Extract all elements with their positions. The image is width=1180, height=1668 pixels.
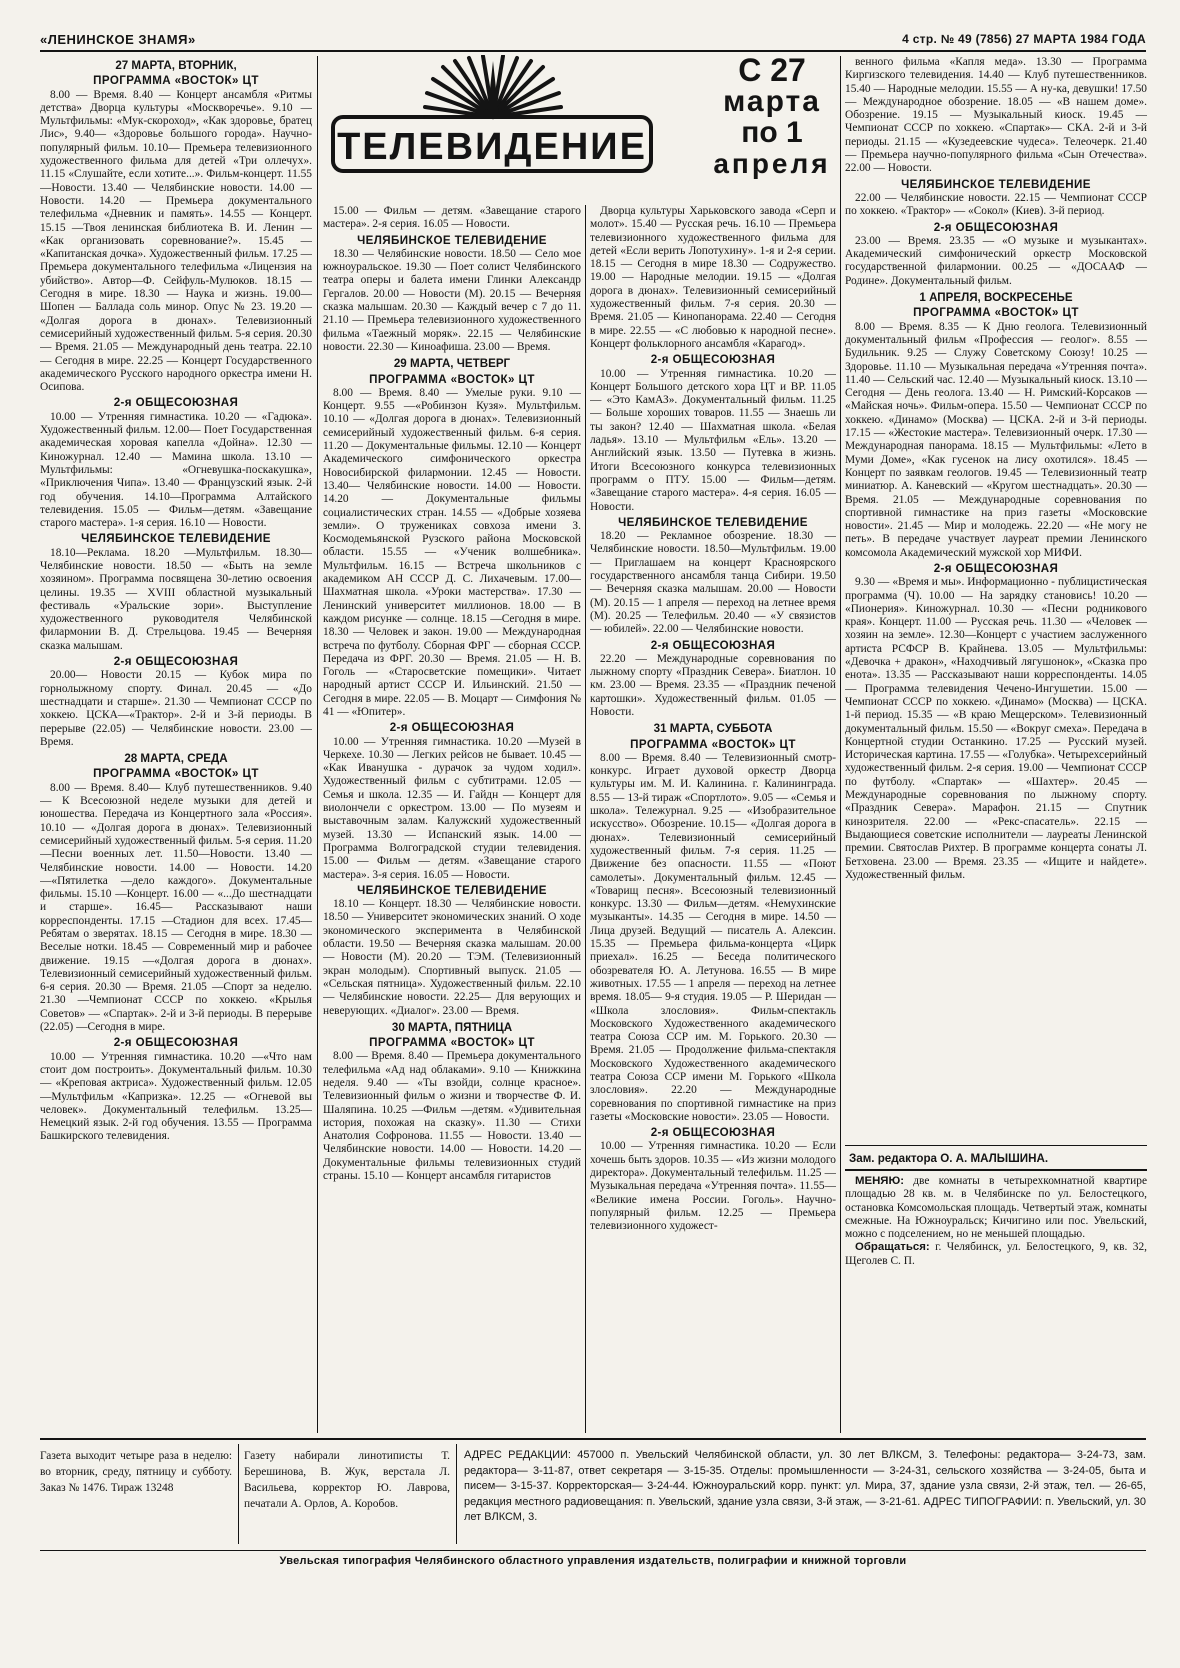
- masthead: [40, 30, 1146, 52]
- tv-tower-emblem-icon: [323, 55, 663, 195]
- channel-heading: ПРОГРАММА «ВОСТОК» ЦТ: [630, 737, 796, 751]
- channel-heading: 2-я ОБЩЕСОЮЗНАЯ: [650, 353, 776, 367]
- program-listing: 22.20 — Международные соревнования по лыжному спорту «Праздник Севера». Биатлон. 10 км. 23.00 — Время. 23.35 — «Праздник печеной картошки». Художественный фильм. 01.05 — Новости.: [590, 652, 836, 718]
- footer-divider: [456, 1444, 457, 1544]
- channel-heading: ПРОГРАММА «ВОСТОК» ЦТ: [369, 1036, 535, 1050]
- program-listing: 23.00 — Время. 23.35 — «О музыке и музыкантах». Академический симфонический оркестр Московской государственной филармонии. 00.25 — «ДОСААФ — Родине». Документальный фильм.: [845, 234, 1147, 287]
- day-heading: 28 МАРТА, СРЕДА: [124, 752, 228, 766]
- channel-heading: 2-я ОБЩЕСОЮЗНАЯ: [650, 1126, 776, 1140]
- channel-heading: ЧЕЛЯБИНСКОЕ ТЕЛЕВИДЕНИЕ: [357, 233, 547, 247]
- schedule-column-4: [845, 56, 1147, 1138]
- classified-ad: [845, 1175, 1147, 1433]
- schedule-date-range: [701, 52, 843, 179]
- issue-info: 4 стр. № 49 (7856) 27 МАРТА 1984 ГОДА: [902, 32, 1146, 46]
- program-listing: 10.00 — Утренняя гимнастика. 10.20 —«Что нам стоит дом построить». Документальный фильм. 10.30— «Креповая актриса». Художественный фильм. 12.05—Мультфильм «Капризка». 12.25 — «Огневой вы человек». Документальный телефильм. 13.25— Немецкий язык. 2-й год обучения. 13.55 — Программа Башкирского телевидения.: [40, 1050, 312, 1143]
- footer-imprint: [40, 1438, 1146, 1551]
- channel-heading: ПРОГРАММА «ВОСТОК» ЦТ: [913, 306, 1079, 320]
- program-listing: 22.00 — Челябинские новости. 22.15 — Чемпионат СССР по хоккею. «Трактор» — «Сокол» (Киев). 3-й период.: [845, 191, 1147, 218]
- editorial-address: АДРЕС РЕДАКЦИИ: 457000 п. Увельский Челябинской области, ул. 30 лет ВЛКСМ, 3. Телефоны: редактора— 3-24-73, зам. редактора— 3-11-87, ответ секретаря — 3-15-35. Отделы: промышленности — 3-24-31, сельского хозяйства — 3-24-05, быта и писем— 3-15-37. Корректорская— 3-24-44. Южноуральский корр. пункт: ул. Мира, 37, здание узла связи, 2-й этаж, тел. — 26-65, редакция местного радиовещания: п. Увельский, здание узла связи, 3-й этаж, — 3-21-61. АДРЕС ТИПОГРАФИИ: п. Увельский, ул. 30 лет ВЛКСМ, 3.: [464, 1449, 1146, 1523]
- date-line-1: С 27: [738, 52, 806, 88]
- newspaper-name: «ЛЕНИНСКОЕ ЗНАМЯ»: [40, 32, 196, 47]
- channel-heading: ЧЕЛЯБИНСКОЕ ТЕЛЕВИДЕНИЕ: [357, 883, 547, 897]
- channel-heading: 2-я ОБЩЕСОЮЗНАЯ: [933, 220, 1059, 234]
- channel-heading: 2-я ОБЩЕСОЮЗНАЯ: [113, 1036, 239, 1050]
- channel-heading: ПРОГРАММА «ВОСТОК» ЦТ: [369, 372, 535, 386]
- program-listing: 18.10—Реклама. 18.20 —Мультфильм. 18.30— Челябинские новости. 18.50 — «Быть на земле хозяином». Программа посвящена 30-летию освоения целины. 19.35 — XVIII областной музыкальный фестиваль «Уральские зори». Выступление художественного руководителя Челябинской филармонии В. Д. Стрельцова. 19.45 — Вечерняя сказка малышам.: [40, 546, 312, 652]
- channel-heading: 2-я ОБЩЕСОЮЗНАЯ: [113, 655, 239, 669]
- day-heading: 31 МАРТА, СУББОТА: [653, 722, 773, 736]
- column-divider: [840, 56, 841, 1433]
- program-listing: венного фильма «Капля меда». 13.30 — Программа Киргизского телевидения. 14.40 — Клуб путешественников. 15.40 — Народные мелодии. 15.55 — А ну-ка, девушки! 17.50 — Международное обозрение. 18.05 — «В нашем доме». Обозрение. 19.15 — Музыкальный киоск. 19.45 — Чемпионат СССР по хоккею. «Спартак»— СКА. 2-й и 3-й периоды. 21.15 — «Кузедеевские чудеса». Телеочерк. 21.40 — Премьера научно-популярного фильма «Сын Отечества». 22.00 — Новости.: [845, 56, 1147, 175]
- channel-heading: ЧЕЛЯБИНСКОЕ ТЕЛЕВИДЕНИЕ: [901, 177, 1091, 191]
- day-heading: 1 АПРЕЛЯ, ВОСКРЕСЕНЬЕ: [919, 291, 1073, 305]
- program-listing: 8.00 — Время. 8.40 — Премьера документального телефильма «Ад над облаками». 9.10 — Книжкина неделя. 9.40 — «Ты взойди, солнце красное». Телевизионный фильм о жизни и творчестве Ф. И. Шаляпина. 10.25 —Фильм —детям. «Удивительная история, похожая на сказку». 11.30 — Стихи Анатолия Софронова. 11.55 — Новости. 13.40 — Челябинские новости. 14.00 — Новости. 14.20 — Документальные фильмы телевизионных студий страны. 15.10 — Концерт ансамбля гитаристов: [323, 1050, 581, 1183]
- day-heading: 27 МАРТА, ВТОРНИК,: [115, 59, 237, 72]
- date-line-4: апреля: [713, 148, 831, 179]
- date-line-3: по 1: [741, 116, 803, 149]
- channel-heading: 2-я ОБЩЕСОЮЗНАЯ: [389, 721, 515, 735]
- channel-heading: 2-я ОБЩЕСОЮЗНАЯ: [113, 396, 239, 410]
- program-listing: 8.00 — Время. 8.35 — К Дню геолога. Телевизионный документальный фильм «Профессия — геолог». 8.55 — Будильник. 9.25 — Служу Советскому Союзу! 10.25 — Здоровье. 11.10 — Музыкальная передача «Утренняя почта». 11.40 — Сельский час. 12.40 — Музыкальный киоск. 13.10 — Сегодня — День геолога. 13.40 — Н. Римский-Корсаков — «Майская ночь». Фильм-опера. 15.50 — Чемпионат СССР по хоккею. «Динамо» (Москва) — ЦСКА. 2-й и 3-й периоды. 17.15 — «Жестокие мастера». Телевизионный очерк. 17.30 — Международная панорама. 18.15 — Мультфильмы: «Лето в Муми Доме», «Как гусенок на лису охотился». 18.45 — Концерт по заявкам геологов. 19.45 — Телевизионный театр миниатюр. А. Каневский — «Кругом шестнадцать». 20.30 — Время. 21.05 — Международные соревнования по спортивной гимнастике на приз газеты «Московские новости». 21.45 — Мир и молодежь. 22.20 — «Не могу не петь». В передаче участвует лауреат премии Ленинского комсомола Академический мужской хор МИФИ.: [845, 320, 1147, 559]
- schedule-column-3: [590, 205, 836, 1433]
- program-listing: 15.00 — Фильм — детям. «Завещание старого мастера». 2-я серия. 16.05 — Новости.: [323, 205, 581, 231]
- printing-house: Увельская типография Челябинского областного управления издательств, полиграфии и книжной торговли: [279, 1555, 907, 1567]
- program-listing: 10.00 — Утренняя гимнастика. 10.20 —Музей в Черкехе. 10.30 — Легких рейсов не бывает. 10.45 — «Как Иванушка - дурачок за чудом ходил». Художественный фильм с субтитрами. 12.05 — Семья и школа. 12.35 — И. Гайдн — Концерт для виолончели с оркестром. 13.00 — По музеям и выставочным залам. Калужский художественный музей. 13.30 — Испанский язык. 14.00 — Программа Волгоградской студии телевидения. 15.00 — Фильм — детям. «Завещание старого мастера». 3-я серия. 16.05 — Новости.: [323, 735, 581, 881]
- channel-heading: 2-я ОБЩЕСОЮЗНАЯ: [933, 561, 1059, 575]
- program-listing: 10.00 — Утренняя гимнастика. 10.20 — Концерт Большого детского хора ЦТ и ВР. 11.05 — «Это КамАЗ». Документальный фильм. 11.25 — Больше хороших товаров. 11.55 — Знаешь ли ты закон? 12.40 — Шахматная школа. «Белая ладья». 13.10 — Мультфильм «Ель». 13.20 — Английский язык. 13.50 — Путевка в жизнь. Итоги Всесоюзного конкурса телевизионных программ о ПТУ. 15.00 — Фильм—детям. «Завещание старого мастера». 4-я серия. 16.05 — Новости.: [590, 367, 836, 513]
- tv-section-header: [323, 52, 843, 195]
- footer-divider: [238, 1444, 239, 1544]
- program-listing: 20.00— Новости 20.15 — Кубок мира по горнолыжному спорту. Финал. 20.45 — «До шестнадцати и старше». 21.30 — Чемпионат СССР по хоккею. ЦСКА—«Трактор». 2-й и 3-й периоды. В перерыве (22.05) — Челябинские новости. 23.00 — Время.: [40, 669, 312, 748]
- program-listing: 8.00 — Время. 8.40— Клуб путешественников. 9.40— К Всесоюзной неделе музыки для детей и юношества. Передача из Концертного зала «Россия». 10.10 — «Долгая дорога в дюнах». Телевизионный семисерийный художественный фильм. 5-я серия. 11.20 —Песни военных лет. 11.50—Новости. 13.40 — Челябинские новости. 14.00 — Новости. 14.20 —«Пятилетка —дело каждого». Документальные фильмы. 15.10 —Концерт. 16.00 — «...До шестнадцати и старше». 16.45— Рассказывают наши корреспонденты. 17.15 —Стадион для всех. 17.45—Ребятам о зверятах. 18.15 — Сегодня в мире. 18.30 —Веселые нотки. 18.45 — Современный мир и рабочее движение. 19.15 —«Долгая дорога в дюнах». Телевизионный семисерийный художественный фильм. 6-я серия. 20.30 — Время. 21.05 —Спорт за неделю. 21.30 —Чемпионат СССР по хоккею. «Крылья Советов» — «Спартак». 2-й и 3-й периоды. В перерыве (22.05) —Сегодня в мире.: [40, 781, 312, 1034]
- day-heading: 29 МАРТА, ЧЕТВЕРГ: [393, 357, 511, 371]
- channel-heading: ПРОГРАММА «ВОСТОК» ЦТ: [93, 74, 259, 88]
- ad-lead: МЕНЯЮ:: [855, 1175, 905, 1187]
- program-listing: Дворца культуры Харьковского завода «Серп и молот». 15.40 — Русская речь. 16.10 — Премьера телевизионного художественного фильма для детей «Если верить Лопотухину». 1-я и 2-я серии. 18.15 — Сегодня в мире 18.30 — Содружество. 19.00 — Народные мелодии. 19.15 — «Долгая дорога в дюнах». Телевизионный семисерийный художественный фильм. 7-я серия. 20.30 — Время. 21.05 — Кинопанорама. 22.40 — Сегодня в мире. 22.55 — «С любовью к народной песне». Концерт фольклорного ансамбля «Карагод».: [590, 205, 836, 350]
- program-listing: 18.30 — Челябинские новости. 18.50 — Село мое южноуральское. 19.30 — Поет солист Челябинского театра оперы и балета имени Глинки Александр Гергалов. 20.00 — Новости (М). 20.15 — Вечерняя сказка малышам. 20.30 — Каждый вечер с 7 до 11. 21.10 — Премьера телевизионного художественного фильма «Таежный моряк». 22.15 — Челябинские новости. 22.30 — Киноафиша. 23.00 — Время.: [323, 247, 581, 353]
- ad-text: две комнаты в четырехкомнатной квартире площадью 28 кв. м. в Челябинске по ул. Белостецкого, остановка Комсомольская площадь. Четвертый этаж, комнаты смежные. На Южноуральск; Кичигино или пос. Увельский, можно с подселением, но не меньшей площадью.: [845, 1175, 1147, 1241]
- program-listing: 10.00 — Утренняя гимнастика. 10.20 — «Гадюка». Художественный фильм. 12.00— Поет Государственная академическая хоровая капелла «Дойна». 12.30 — Киножурнал. 12.40 — Мамина школа. 13.10 — Мультфильмы: «Огневушка-поскакушка», «Приключения Чипа». 13.40 — Французский язык. 2-й год обучения. 14.10—Программа Алтайского телевидения. 15.05 — Фильм—детям. «Завещание старого мастера». 1-я серия. 16.10 — Новости.: [40, 410, 312, 530]
- program-listing: 18.10 — Концерт. 18.30 — Челябинские новости. 18.50 — Университет экономических знаний. О ходе экономического эксперимента в Челябинской области. 19.50 — Вечерняя сказка малышам. 20.00 — Новости (М). 20.20 — ТЭМ. (Телевизионный экран молодым). Спортивный выпуск. 21.05 — «Сельская пятница». Художественный фильм. 22.10 — Челябинские новости. 22.25— Для верующих и неверующих. «Диалог». 23.00 — Время.: [323, 898, 581, 1017]
- channel-heading: ЧЕЛЯБИНСКОЕ ТЕЛЕВИДЕНИЕ: [618, 515, 808, 529]
- schedule-column-1: [40, 56, 312, 1433]
- channel-heading: ЧЕЛЯБИНСКОЕ ТЕЛЕВИДЕНИЕ: [81, 532, 271, 546]
- deputy-editor-credit: Зам. редактора О. А. МАЛЫШИНА.: [845, 1145, 1147, 1171]
- column-divider: [317, 56, 318, 1433]
- column-divider: [585, 205, 586, 1433]
- date-line-2: марта: [723, 85, 821, 118]
- ad-contact-lead: Обращаться:: [855, 1241, 930, 1254]
- day-heading: 30 МАРТА, ПЯТНИЦА: [391, 1020, 513, 1034]
- section-title: ТЕЛЕВИДЕНИЕ: [337, 126, 647, 168]
- publication-schedule: Газета выходит четыре раза в неделю: во вторник, среду, пятницу и субботу. Заказ № 1476. Тираж 13248: [40, 1450, 232, 1494]
- ad-contact-text: г. Челябинск, ул. Белостецкого, 9, кв. 32, Щеголев С. П.: [845, 1241, 1147, 1267]
- channel-heading: ПРОГРАММА «ВОСТОК» ЦТ: [93, 767, 259, 781]
- program-listing: 8.00 — Время. 8.40 — Умелые руки. 9.10 — Концерт. 9.55 —«Робинзон Кузя». Мультфильм. 10.10 — «Долгая дорога в дюнах». Телевизионный семисерийный художественный фильм. 6-я серия. 11.20 — Документальные фильмы. 12.10 — Концерт Академического симфонического оркестра Новосибирской филармонии. 12.45 — Новости. 13.40— Челябинские новости. 14.00 — Новости. 14.20 — Документальные фильмы социалистических стран. 14.55 — «Добрые хозяева земли». О тружениках совхоза имени З. Космодемьянской Рузского района Московской области. 15.55 — «Ученик волшебника». Мультфильм. 16.15 — Встреча школьников с академиком АН СССР Д. С. Лихачевым. 17.00— Шахматная школа. «Уроки мастерства». 17.30 — Ленинский университет миллионов. 18.00 — В каждом рисунке — солнце. 18.15 —Сегодня в мире. 18.30 — Человек и закон. 19.00 — Международная встреча по футболу. Сборная ФРГ — сборная СССР. Передача из ФРГ. 20.30 — Время. 21.05 — Н. В. Гоголь — «Старосветские помещики». Читает народный артист СССР И. Ильинский. 21.50 — Сегодня в мире. 22.05 — В. Моцарт — Симфония № 41 — «Юпитер».: [323, 386, 581, 718]
- staff-credits: Газету набирали линотиписты Т. Берешинова, В. Жук, верстала Л. Васильева, корректор Ю. Лаврова, печатали А. Орлов, А. Коробов.: [244, 1450, 450, 1510]
- program-listing: 18.20 — Рекламное обозрение. 18.30 — Челябинские новости. 18.50—Мультфильм. 19.00 — Приглашаем на концерт Красноярского государственного ансамбля танца Сибири. 19.50 — Вечерняя сказка малышам. 20.00 — Новости (М). 20.15 — 1 апреля — переход на летнее время (М). 20.25 — Телефильм. 20.40 — «У связистов — юбилей». 22.00 — Челябинские новости.: [590, 530, 836, 636]
- program-listing: 8.00 — Время. 8.40 — Телевизионный смотр-конкурс. Играет духовой оркестр Дворца культуры им. М. И. Калинина. г. Калининграда. 8.55 — 13-й тираж «Спортлото». 9.05 — «Семья и школа». Тележурнал. 9.25 — «Изобразительное искусство». Обозрение. 10.15— «Долгая дорога в дюнах». Телевизионный семисерийный художественный фильм. 7-я серия. 11.25 — Движение без опасности. 11.55 — «Поют самолеты». Документальный фильм. 12.45 — «Товарищ песня». Всесоюзный телевизионный конкурс. 13.30 — Фильм—детям. «Немухинские музыканты». 14.35 — Сегодня в мире. 14.50 — Лица друзей. Ведущий — писатель А. Алексин. 15.35 — Премьера фильма-концерта «Цирк приехал». 16.25 — Беседа политического обозревателя Ю. А. Летунова. 16.55 — В мире животных. 17.55 — 1 апреля — переход на летнее время. 18.05— 9-я студия. 19.05 — Р. Шеридан — «Школа злословия». Фильм-спектакль Московского Художественного академического театра Союза ССР им. М. Горького. 20.30 —Время. 21.05 — Продолжение фильма-спектакля Московского Художественного академического театра Союза ССР имени М. Горького «Школа злословия». 22.20 — Международные соревнования по спортивной гимнастике на приз газеты «Московские новости». 23.05 — Новости.: [590, 751, 836, 1123]
- program-listing: 8.00 — Время. 8.40 — Концерт ансамбля «Ритмы детства» Дворца культуры «Москворечье». 9.10 — Мультфильмы: «Мук-скороход», «Как здоровье, братец Лис», 9.40— «Здоровье большого города». Научно-популярный фильм. 10.10— Премьера телевизионного художественного фильма для детей «Три оллечух». 11.15 «Слушайте, если хотите...». Фильм-концерт. 11.55 —Новости. 13.40 — Челябинские новости. 14.00 — Новости. 14.20 — Премьера документального телефильма «Дневник и память». 14.55 — Концерт. 15.15 —Твоя ленинская библиотека В. И. Ленин — «Как организовать соревнование?». 15.45 — «Капитанская дочка». Художественный фильм. 17.25 — Премьера документального телефильма «Лицензия на убийство». Автор—Ф. Сейфуль-Мулюков. 18.15 — Сегодня в мире. 18.30 — Наука и жизнь. 19.00— Шопен — Баллада соль минор. Опус № 23. 19.20 — «Долгая дорога в дюнах». Телевизионный семисерийный художественный фильм. 5-я серия. 20.30— Время. 21.05 — Международный день театра. 22.10 — Сегодня в мире. 22.25 — Концерт Государственного академического Русского народного оркестра имени Н. Осипова.: [40, 88, 312, 394]
- program-listing: 9.30 — «Время и мы». Информационно - публицистическая программа (Ч). 10.00 — На зарядку становись! 10.20 — «Пионерия». Киножурнал. 10.30 — «Песни родникового края». Концерт. 11.00 — Русская речь. 11.30 — «Человек — хозяин на земле». 12.30—Концерт с участием заслуженного артиста РСФСР В. Крайнева. 13.05 — Мультфильмы: «Девочка + дракон», «Находчивый лягушонок», «Сказка про енота». 13.35 — Рассказывают наши корреспонденты. 14.05 — Программа телевидения Чечено-Ингушетии. 15.00 — Чемпионат СССР по хоккею. «Динамо» (Москва) — ЦСКА. 1-й период. 15.35 — «В краю Мещерском». Телевизионный документальный фильм. 15.50 — «Вокруг смеха». Передача в Концертной студии Останкино. 17.25 — Русский музей. Историческая картина. 17.55 — «Голубка». Четырехсерийный художественный фильм. 2-я серия. 19.00 — Чемпионат СССР по футболу. «Спартак» — «Шахтер». 20.45 — Международные соревнования по лыжному спорту. «Праздник Севера». Марафон. 21.15 — Спутник кинозрителя. 22.00 — «Рекс-спасатель». 22.15 — Выдающиеся советские исполнители — лауреаты Ленинской премии. Святослав Рихтер. В программе концерта сонаты Л. Бетховена. 23.00 — Время. 23.35 — «Ищите и найдете». Художественный фильм.: [845, 576, 1147, 881]
- program-listing: 10.00 — Утренняя гимнастика. 10.20 — Если хочешь быть здоров. 10.35 — «Из жизни молодого директора». Документальный телефильм. 11.25 — Музыкальная передача «Утренняя почта». 11.55— «Великие имена России. Гоголь». Научно-популярный фильм. 12.25 — Премьера телевизионного художест-: [590, 1140, 836, 1233]
- channel-heading: 2-я ОБЩЕСОЮЗНАЯ: [650, 638, 776, 652]
- schedule-column-2: [323, 205, 581, 1433]
